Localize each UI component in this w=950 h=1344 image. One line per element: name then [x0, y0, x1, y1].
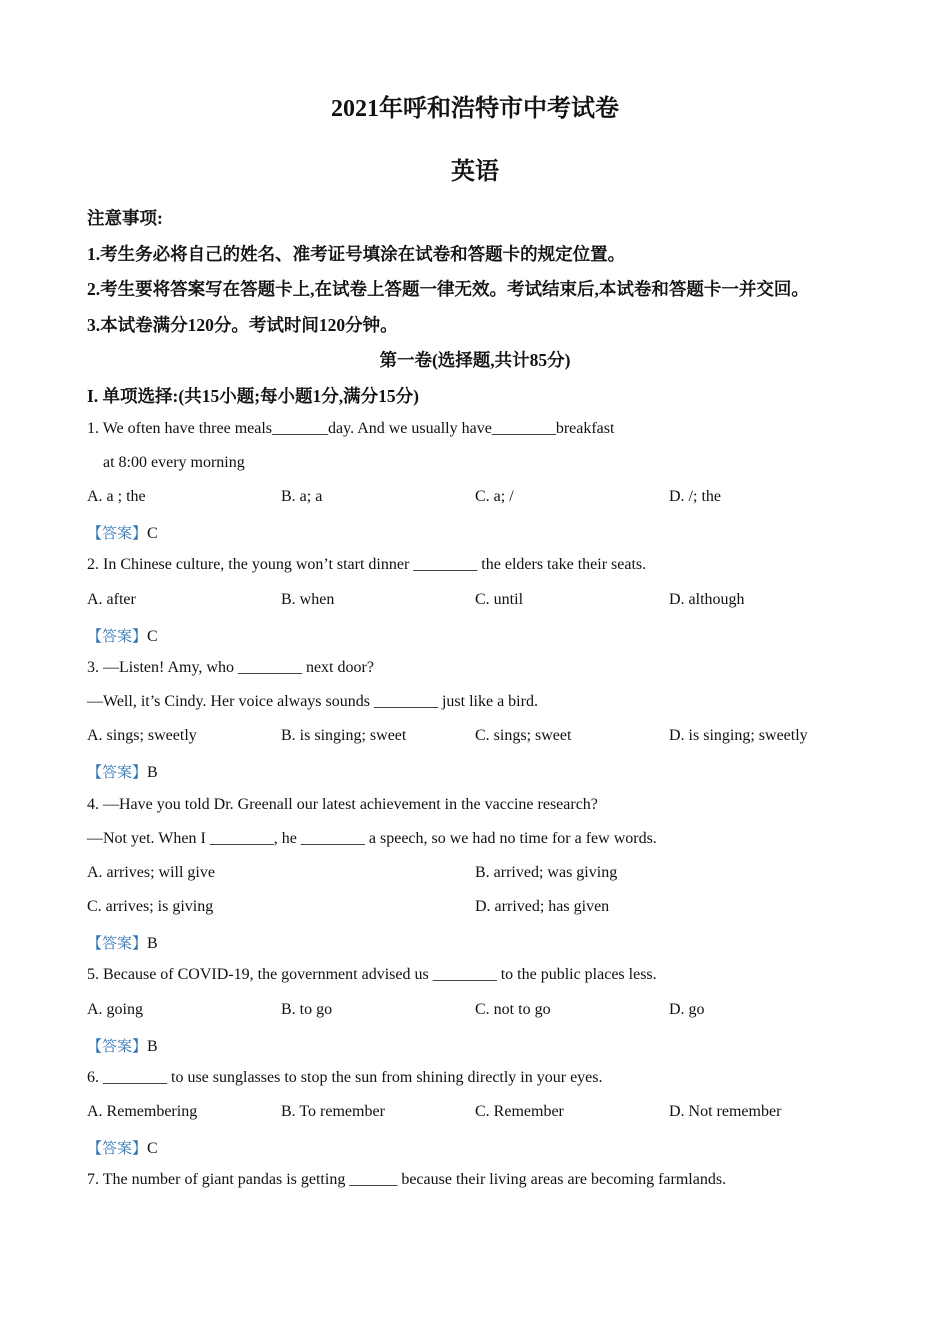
- answer-line: [87, 1137, 158, 1158]
- note-item: 2.考生要将答案写在答题卡上,在试卷上答题一律无效。考试结束后,本试卷和答题卡一并交回。: [87, 279, 809, 299]
- question-text: 3. —Listen! Amy, who ________ next door?: [87, 659, 374, 676]
- notes-heading: 注意事项:: [87, 208, 163, 228]
- answer-value: C: [147, 525, 158, 542]
- part-title: 第一卷(选择题,共计85分): [379, 350, 571, 370]
- answer-value: C: [147, 628, 158, 645]
- answer-value: B: [147, 1038, 158, 1055]
- option-b: B. arrived; was giving: [475, 864, 618, 881]
- answer-line: [87, 932, 158, 953]
- option-a: A. a ; the: [87, 488, 146, 505]
- option-d: D. Not remember: [669, 1103, 782, 1120]
- question-text: 6. ________ to use sunglasses to stop the sun from shining directly in your eyes.: [87, 1069, 603, 1086]
- option-b: B. is singing; sweet: [281, 727, 407, 744]
- answer-tag: 【答案】: [87, 1139, 148, 1157]
- option-d: D. go: [669, 1001, 705, 1018]
- question-text: 4. —Have you told Dr. Greenall our latest achievement in the vaccine research?: [87, 796, 598, 813]
- option-c: C. not to go: [475, 1001, 551, 1018]
- answer-tag: 【答案】: [87, 1037, 148, 1055]
- option-a: A. Remembering: [87, 1103, 198, 1120]
- option-d: D. is singing; sweetly: [669, 727, 808, 744]
- option-b: B. To remember: [281, 1103, 385, 1120]
- answer-value: B: [147, 764, 158, 781]
- question-text: 1. We often have three meals_______day. And we usually have________breakfast: [87, 420, 615, 437]
- answer-value: B: [147, 935, 158, 952]
- question-text: —Well, it’s Cindy. Her voice always sounds ________ just like a bird.: [87, 693, 538, 710]
- section-title: I. 单项选择:(共15小题;每小题1分,满分15分): [87, 386, 419, 406]
- option-a: A. going: [87, 1001, 143, 1018]
- answer-tag: 【答案】: [87, 524, 148, 542]
- option-c: C. sings; sweet: [475, 727, 572, 744]
- note-item: 1.考生务必将自己的姓名、准考证号填涂在试卷和答题卡的规定位置。: [87, 244, 626, 264]
- answer-line: [87, 522, 158, 543]
- option-c: C. until: [475, 591, 524, 608]
- option-b: B. when: [281, 591, 335, 608]
- option-a: A. sings; sweetly: [87, 727, 197, 744]
- option-d: D. although: [669, 591, 745, 608]
- answer-line: [87, 625, 158, 646]
- question-text: at 8:00 every morning: [103, 454, 245, 471]
- option-d: D. arrived; has given: [475, 898, 610, 915]
- answer-line: [87, 1035, 158, 1056]
- option-c: C. a; /: [475, 488, 514, 505]
- subject-title: 英语: [451, 159, 499, 185]
- question-text: —Not yet. When I ________, he ________ a speech, so we had no time for a few words.: [87, 830, 657, 847]
- question-text: 2. In Chinese culture, the young won’t start dinner ________ the elders take their seats.: [87, 556, 647, 573]
- exam-title: 2021年呼和浩特市中考试卷: [331, 96, 619, 122]
- option-a: A. arrives; will give: [87, 864, 215, 881]
- option-b: B. a; a: [281, 488, 323, 505]
- option-c: C. Remember: [475, 1103, 564, 1120]
- option-a: A. after: [87, 591, 136, 608]
- question-text: 7. The number of giant pandas is getting ______ because their living areas are becoming farmlands.: [87, 1171, 727, 1188]
- answer-line: [87, 761, 158, 782]
- option-b: B. to go: [281, 1001, 333, 1018]
- option-c: C. arrives; is giving: [87, 898, 214, 915]
- note-item: 3.本试卷满分120分。考试时间120分钟。: [87, 315, 398, 335]
- option-d: D. /; the: [669, 488, 721, 505]
- question-text: 5. Because of COVID-19, the government advised us ________ to the public places less.: [87, 966, 657, 983]
- answer-tag: 【答案】: [87, 627, 148, 645]
- answer-tag: 【答案】: [87, 763, 148, 781]
- answer-tag: 【答案】: [87, 934, 148, 952]
- answer-value: C: [147, 1140, 158, 1157]
